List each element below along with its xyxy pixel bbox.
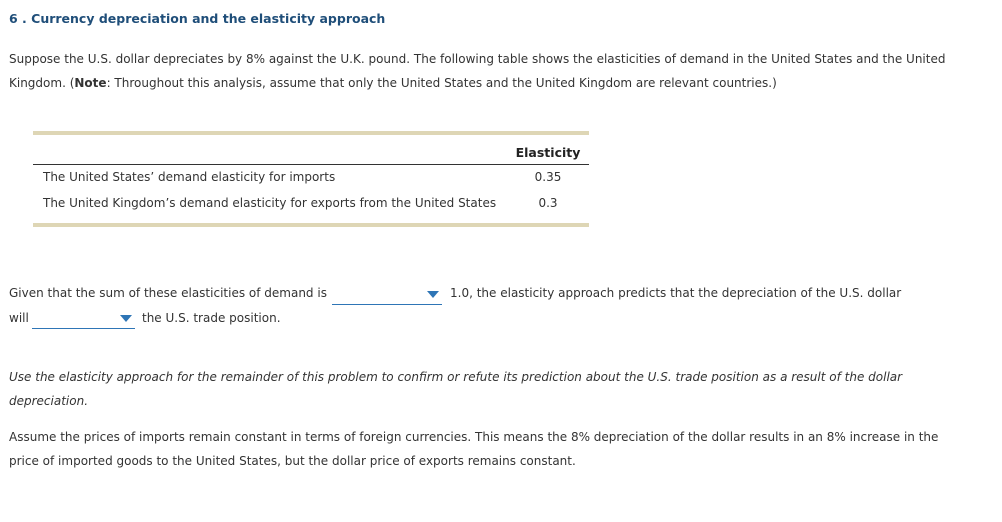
question-text-part4: the U.S. trade position. — [142, 311, 281, 325]
table-row-uk-value: 0.3 — [538, 196, 558, 210]
elasticity-sum-dropdown[interactable] — [332, 287, 442, 305]
table-header-divider — [33, 164, 589, 165]
elasticity-table — [33, 131, 589, 227]
question-text-part1: Given that the sum of these elasticities of demand is — [9, 286, 327, 300]
dropdown-caret-icon — [427, 291, 439, 298]
intro-paragraph — [9, 47, 969, 95]
intro-text-before: Suppose the U.S. dollar depreciates by 8% against the U.K. pound. The following table shows the elasticities of demand in the United States and the United Kingdom. ( — [9, 52, 946, 90]
dropdown-caret-icon — [120, 315, 132, 322]
elasticity-column-header: Elasticity — [515, 145, 581, 160]
question-title: 6 . Currency depreciation and the elasticity approach — [9, 11, 386, 26]
question-text-part3: will — [9, 311, 29, 325]
table-row-us-value: 0.35 — [534, 170, 562, 184]
table-top-rule — [33, 131, 589, 135]
trade-effect-dropdown[interactable] — [32, 311, 135, 329]
table-row-uk-label: The United Kingdom’s demand elasticity for exports from the United States — [43, 196, 497, 210]
question-text-part2: 1.0, the elasticity approach predicts that the depreciation of the U.S. dollar — [450, 286, 902, 300]
instruction-paragraph: Use the elasticity approach for the remainder of this problem to confirm or refute its prediction about the U.S. trade position as a result of the dollar depreciation. — [9, 370, 903, 408]
table-bottom-rule — [33, 223, 589, 227]
assumption-paragraph: Assume the prices of imports remain constant in terms of foreign currencies. This means the 8% depreciation of the dollar results in an 8% increase in the price of imported goods to the United States, but the dollar price of exports remains constant. — [9, 430, 939, 468]
table-row-us-label: The United States’ demand elasticity for imports — [43, 170, 336, 184]
note-label: Note — [74, 76, 107, 90]
intro-text-after: : Throughout this analysis, assume that only the United States and the United Kingdom are relevant countries.) — [106, 76, 777, 90]
question-line-1 — [9, 286, 327, 300]
